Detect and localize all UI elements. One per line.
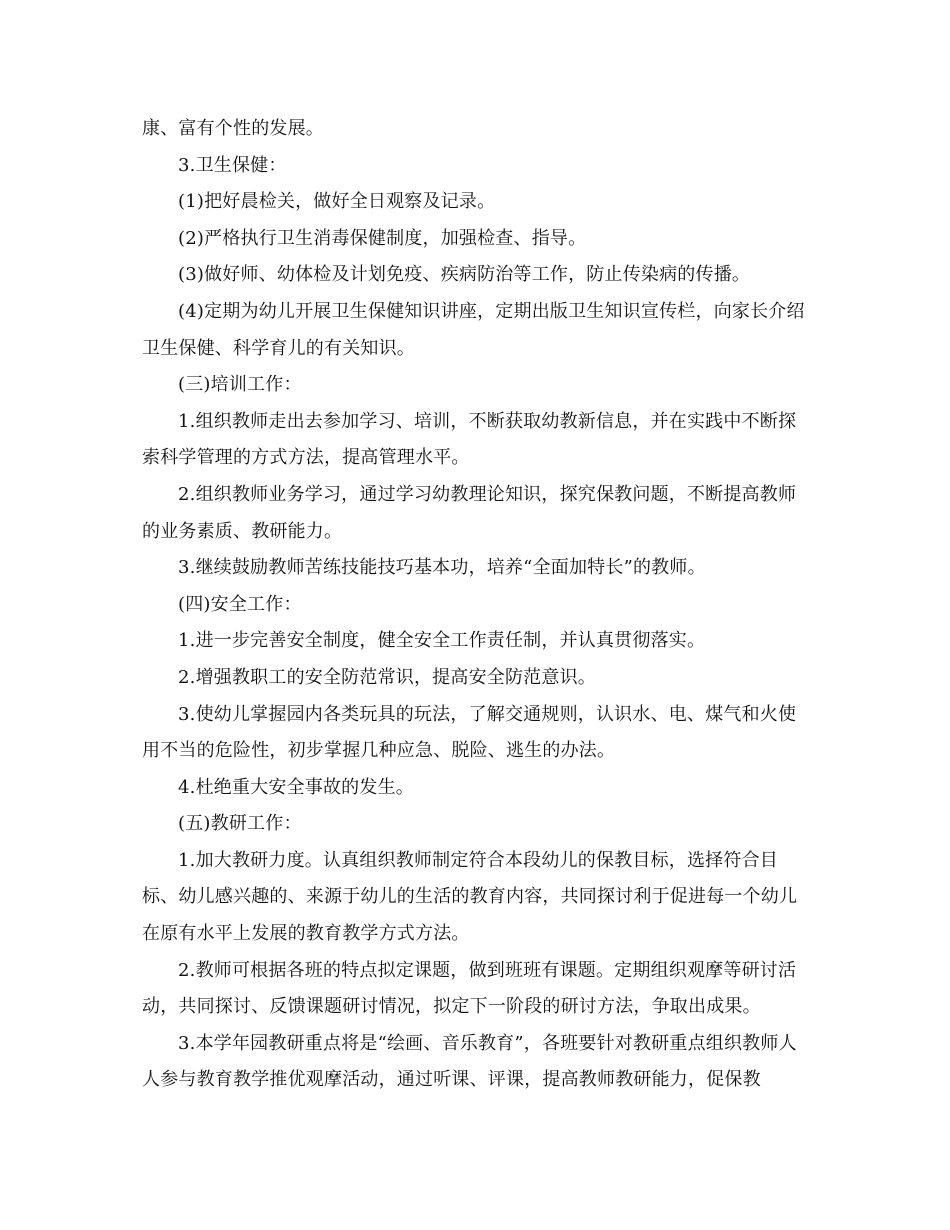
paragraph-training-3: 3.继续鼓励教师苦练技能技巧基本功，培养“全面加特长”的教师。 (178, 557, 706, 579)
paragraph-research-3: 3.本学年园教研重点将是“绘画、音乐教育”，各班要针对教研重点组织教师人人参与教育教学推优观摩活动，通过听课、评课，提高教师教研能力，促保教 (142, 1032, 797, 1091)
paragraph-hygiene-2: (2)严格执行卫生消毒保健制度，加强检查、指导。 (178, 227, 587, 249)
section-heading-safety: (四)安全工作： (178, 593, 302, 615)
paragraph-research-2: 2.教师可根据各班的特点拟定课题，做到班班有课题。定期组织观摩等研讨活动，共同探讨、反馈课题研讨情况，拟定下一阶段的研讨方法，争取出成果。 (142, 959, 797, 1018)
paragraph-hygiene-1: (1)把好晨检关，做好全日观察及记录。 (178, 191, 496, 213)
paragraph-safety-4: 4.杜绝重大安全事故的发生。 (178, 776, 414, 798)
section-heading-research: (五)教研工作： (178, 813, 302, 835)
paragraph-training-1: 1.组织教师走出去参加学习、培训，不断获取幼教新信息，并在实践中不断探索科学管理的方式方法，提高管理水平。 (142, 410, 797, 469)
paragraph-hygiene-4: (4)定期为幼儿开展卫生保健知识讲座，定期出版卫生知识宣传栏，向家长介绍卫生保健、科学育儿的有关知识。 (142, 300, 805, 359)
paragraph-training-2: 2.组织教师业务学习，通过学习幼教理论知识，探究保教问题，不断提高教师的业务素质、教研能力。 (142, 483, 797, 542)
section-heading-hygiene: 3.卫生保健： (178, 154, 287, 176)
paragraph-safety-3: 3.使幼儿掌握园内各类玩具的玩法，了解交通规则，认识水、电、煤气和火使用不当的危险性，初步掌握几种应急、脱险、逃生的办法。 (142, 703, 797, 762)
document-body (142, 111, 810, 1099)
paragraph-hygiene-3: (3)做好师、幼体检及计划免疫、疾病防治等工作，防止传染病的传播。 (178, 264, 751, 286)
paragraph-safety-1: 1.进一步完善安全制度，健全安全工作责任制，并认真贯彻落实。 (178, 630, 706, 652)
paragraph-1: 康、富有个性的发展。 (142, 118, 324, 139)
section-heading-training: (三)培训工作： (178, 374, 302, 396)
paragraph-research-1: 1.加大教研力度。认真组织教师制定符合本段幼儿的保教目标，选择符合目标、幼儿感兴趣的、来源于幼儿的生活的教育内容，共同探讨利于促进每一个幼儿在原有水平上发展的教育教学方式方法。 (142, 849, 798, 945)
paragraph-safety-2: 2.增强教职工的安全防范常识，提高安全防范意识。 (178, 666, 596, 688)
